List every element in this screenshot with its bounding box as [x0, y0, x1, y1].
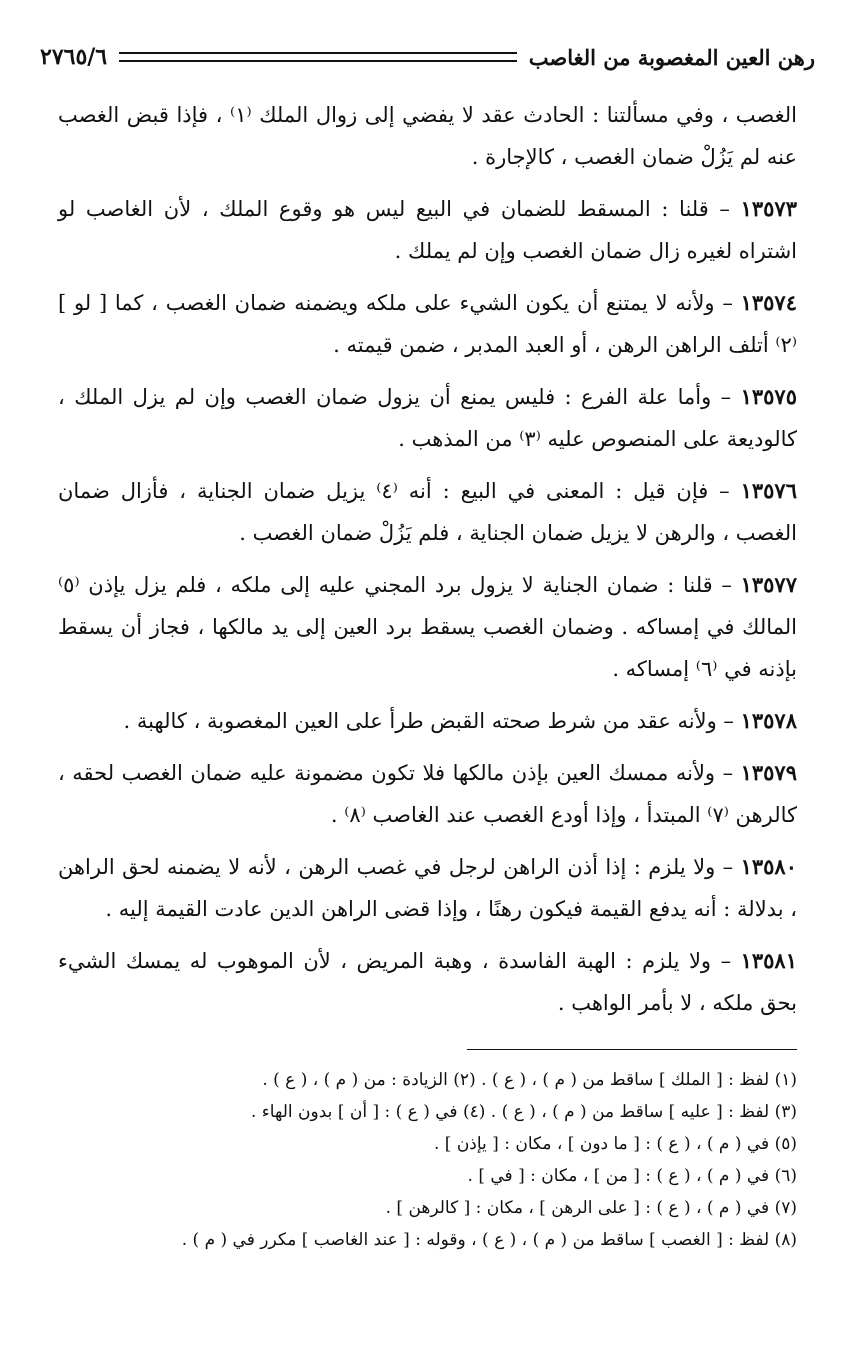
paragraph-number: ١٣٥٧٤	[740, 290, 797, 315]
footnotes	[58, 1064, 797, 1256]
paragraph-number: ١٣٥٧٧	[740, 572, 797, 597]
paragraph-continuation	[58, 94, 797, 178]
paragraph-text: – ولا يلزم : إذا أذن الراهن لرجل في غصب الرهن ، لأنه لا يضمنه لحق الراهن ، بدلالة : أنه يدفع القيمة فيكون رهنًا ، وإذا قضى الراهن الدين عادت القيمة إليه .	[58, 855, 797, 921]
paragraph-13579	[58, 752, 797, 836]
paragraph-text: – وأما علة الفرع : فليس يمنع أن يزول ضمان الغصب وإن لم يزل الملك ، كالوديعة على المنصوص عليه ⁽٣⁾ من المذهب .	[58, 385, 797, 451]
paragraph-13581	[58, 940, 797, 1024]
page-number: ٢٧٦٥/٦	[40, 44, 108, 70]
paragraph-13575	[58, 376, 797, 460]
paragraph-number: ١٣٥٧٩	[740, 760, 797, 785]
header-double-rule	[119, 52, 517, 62]
running-header-title: رهن العين المغصوبة من الغاصب	[528, 44, 815, 70]
paragraph-13578	[58, 700, 797, 742]
footnote-line: (٦) في ( م ) ، ( ع ) : [ من ] ، مكان : [ في ] .	[467, 1166, 797, 1186]
paragraph-number: ١٣٥٨١	[740, 948, 797, 973]
paragraph-13577	[58, 564, 797, 690]
running-header	[40, 40, 815, 74]
paragraph-text: – ولأنه لا يمتنع أن يكون الشيء على ملكه ويضمنه ضمان الغصب ، كما [ لو ] ⁽٢⁾ أتلف الراهن الرهن ، أو العبد المدبر ، ضمن قيمته .	[58, 291, 797, 357]
footnote-separator	[467, 1049, 797, 1050]
paragraph-number: ١٣٥٧٥	[740, 384, 797, 409]
footnote-line: (١) لفظ : [ الملك ] ساقط من ( م ) ، ( ع ) . (٢) الزيادة : من ( م ) ، ( ع ) .	[262, 1070, 797, 1090]
body-text	[58, 94, 797, 1034]
footnote-line: (٥) في ( م ) ، ( ع ) : [ ما دون ] ، مكان : [ يإذن ] .	[433, 1134, 797, 1154]
footnote-line: (٧) في ( م ) ، ( ع ) : [ على الرهن ] ، مكان : [ كالرهن ] .	[385, 1198, 797, 1218]
paragraph-text: – قلنا : المسقط للضمان في البيع ليس هو وقوع الملك ، لأن الغاصب لو اشتراه لغيره زال ضمان الغصب وإن لم يملك .	[58, 197, 797, 263]
paragraph-text: – ولأنه ممسك العين بإذن مالكها فلا تكون مضمونة عليه ضمان الغصب لحقه ، كالرهن ⁽٧⁾ المبتدأ ، وإذا أودع الغصب عند الغاصب ⁽٨⁾ .	[58, 761, 797, 827]
paragraph-text: – فإن قيل : المعنى في البيع : أنه ⁽٤⁾ يزيل ضمان الجناية ، فأزال ضمان الغصب ، والرهن لا يزيل ضمان الجناية ، فلم يَزُلْ ضمان الغصب .	[58, 479, 797, 545]
footnote-line: (٨) لفظ : [ الغصب ] ساقط من ( م ) ، ( ع ) ، وقوله : [ عند الغاصب ] مكرر في ( م ) .	[181, 1230, 797, 1250]
paragraph-13574	[58, 282, 797, 366]
paragraph-number: ١٣٥٧٦	[740, 478, 797, 503]
paragraph-number: ١٣٥٧٣	[740, 196, 797, 221]
paragraph-13580	[58, 846, 797, 930]
footnote-line: (٣) لفظ : [ عليه ] ساقط من ( م ) ، ( ع ) . (٤) في ( ع ) : [ أن ] بدون الهاء .	[250, 1102, 797, 1122]
paragraph-text: – ولا يلزم : الهبة الفاسدة ، وهبة المريض ، لأن الموهوب له يمسك الشيء بحق ملكه ، لا بأمر الواهب .	[58, 949, 797, 1015]
paragraph-number: ١٣٥٨٠	[740, 854, 797, 879]
paragraph-text: – ولأنه عقد من شرط صحته القبض طرأ على العين المغصوبة ، كالهبة .	[123, 709, 734, 733]
paragraph-13573	[58, 188, 797, 272]
paragraph-text: الغصب ، وفي مسألتنا : الحادث عقد لا يفضي إلى زوال الملك ⁽١⁾ ، فإذا قبض الغصب عنه لم يَزُلْ ضمان الغصب ، كالإجارة .	[58, 103, 798, 169]
paragraph-text: – قلنا : ضمان الجناية لا يزول برد المجني عليه إلى ملكه ، فلم يزل يإذن ⁽٥⁾ المالك في إمساكه . وضمان الغصب يسقط برد العين إلى يد مالكها ، فجاز أن يسقط بإذنه في ⁽٦⁾ إمساكه .	[58, 573, 797, 681]
paragraph-13576	[58, 470, 797, 554]
paragraph-number: ١٣٥٧٨	[740, 708, 797, 733]
